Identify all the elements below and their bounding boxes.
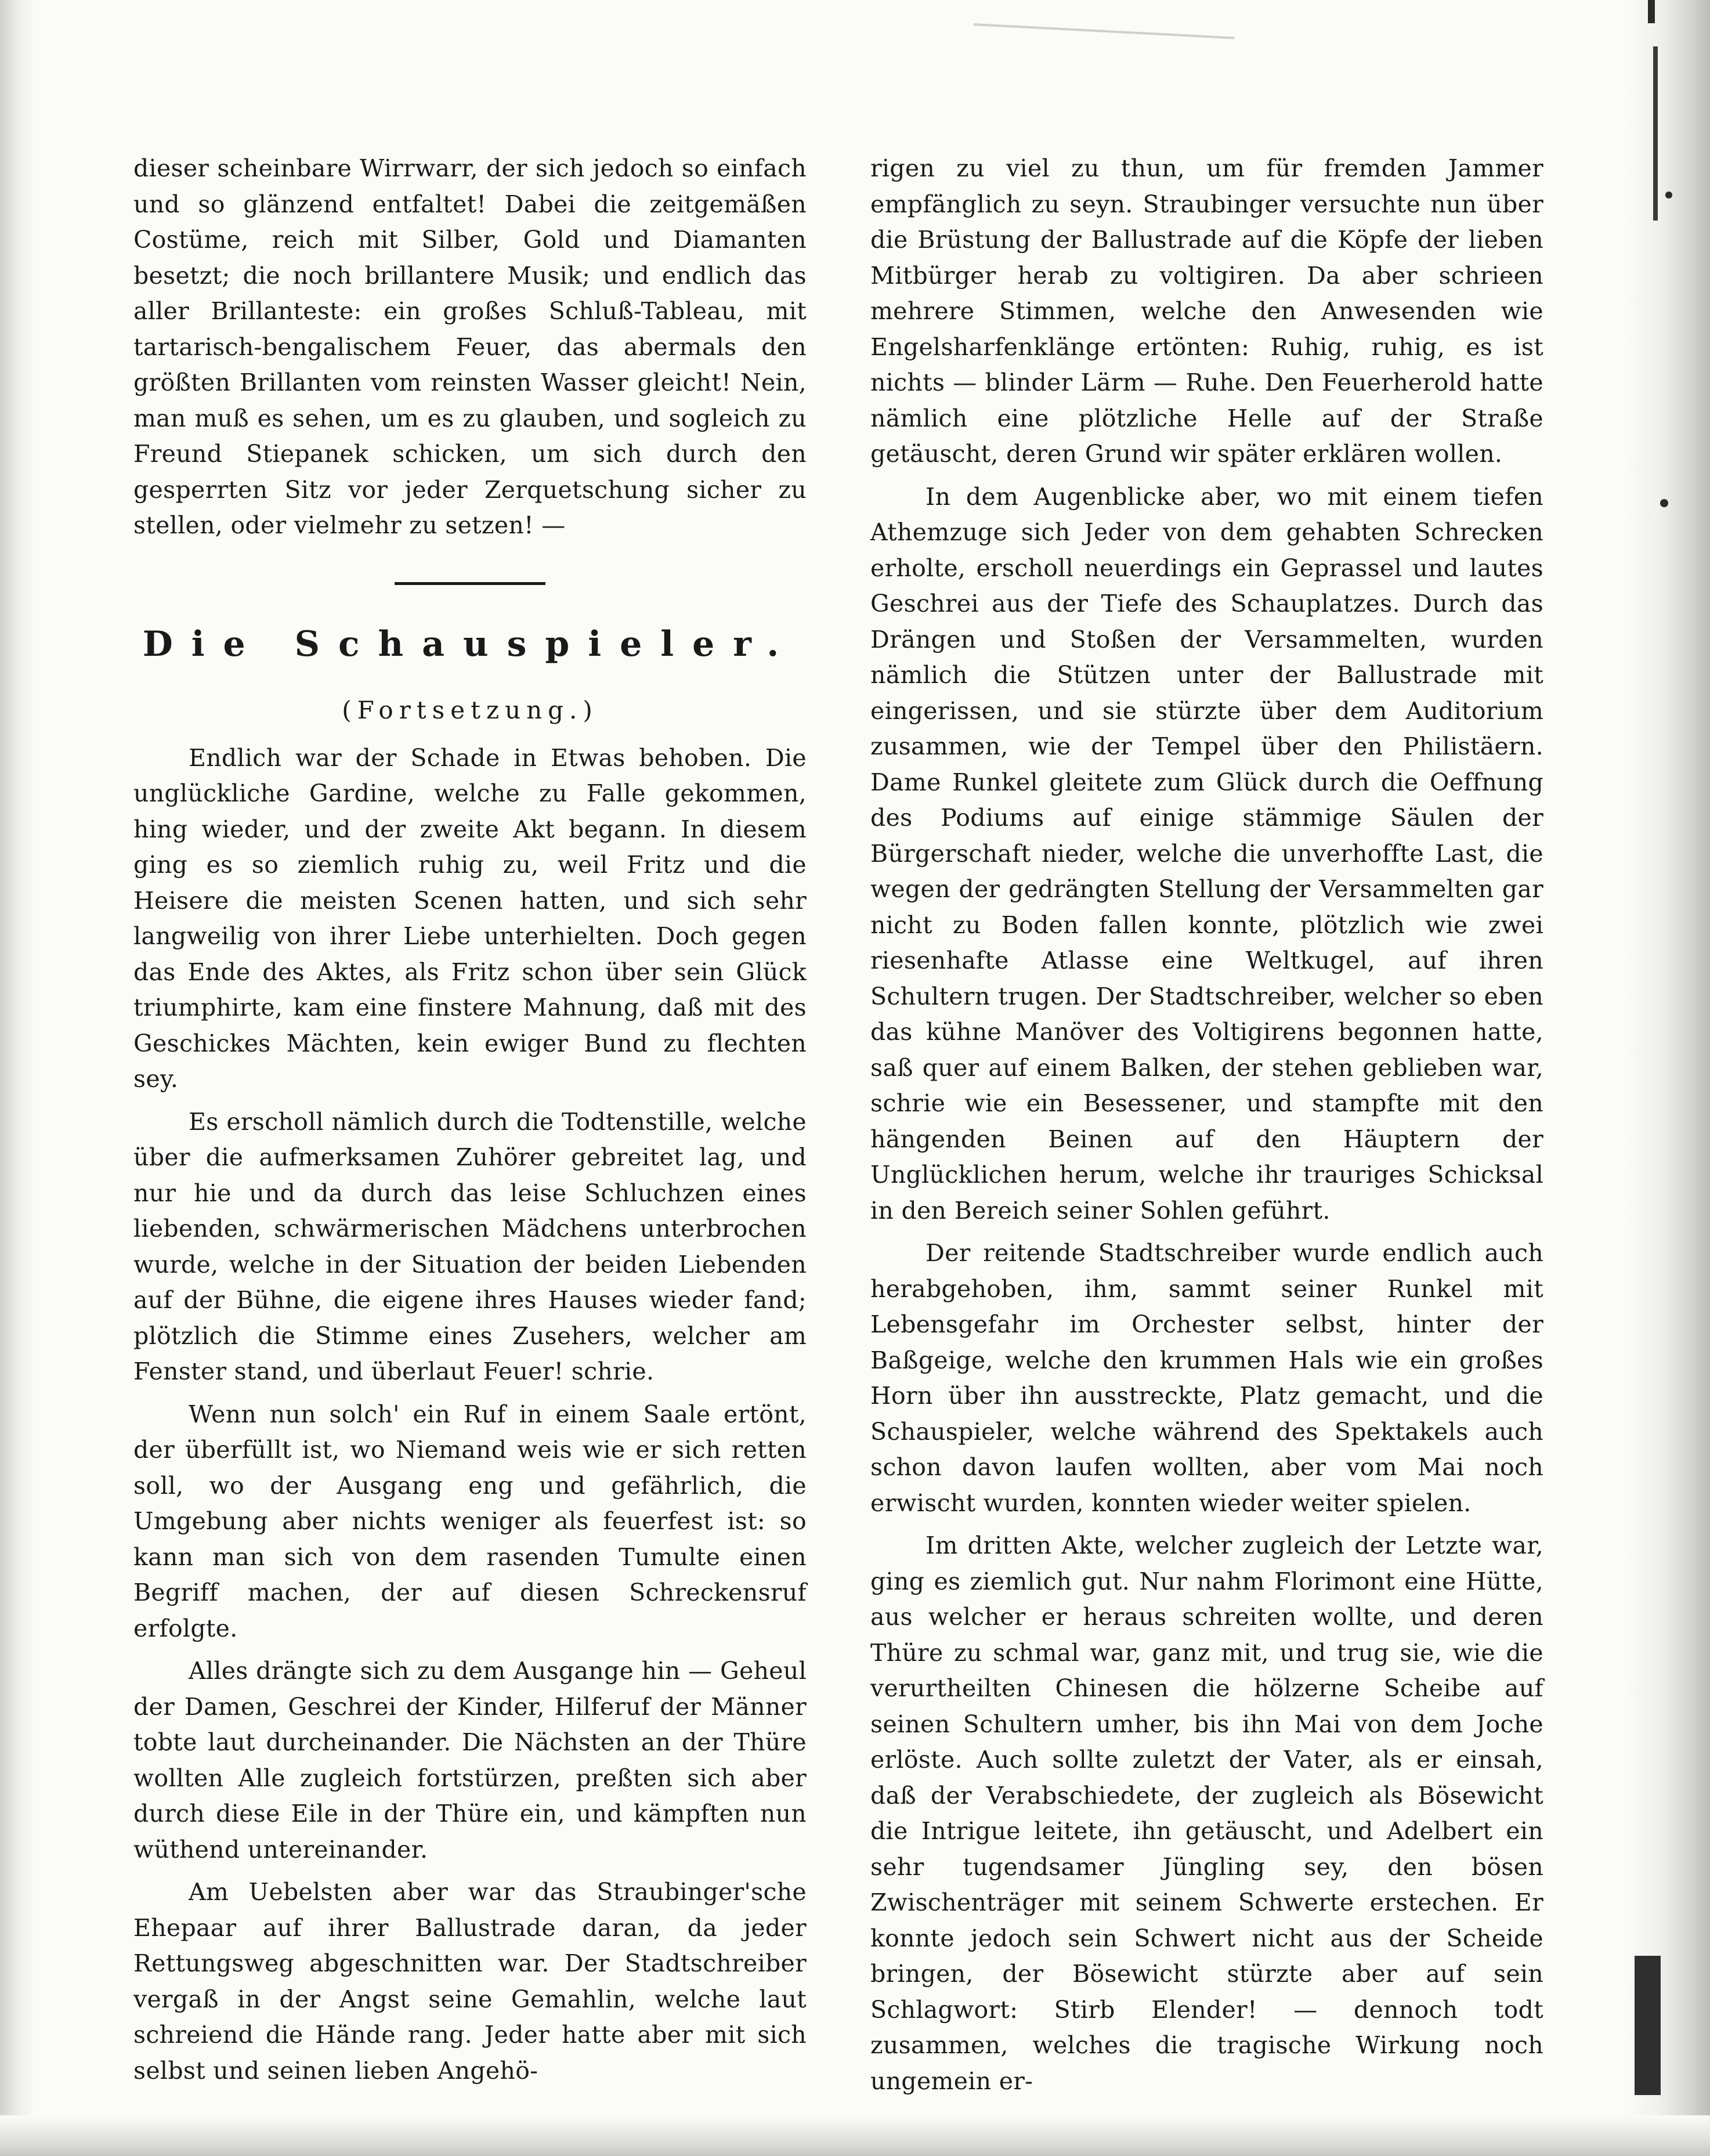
spine-mark (1660, 499, 1668, 507)
paragraph: Am Uebelsten aber war das Straubinger'sche Ehepaar auf ihrer Ballustrade daran, da jeder Rettungsweg abgeschnitten war. Der Stadtschreiber vergaß in der Angst seine Gemahlin, welche laut schreiend die Hände rang. Jeder hatte aber mit sich selbst und seinen lieben Angehö- (133, 1878, 807, 2085)
page-top-fold (974, 0, 1236, 39)
paragraph: In dem Augenblicke aber, wo mit einem tiefen Athemzuge sich Jeder von dem gehabten Schrecken erholte, erscholl neuerdings ein Geprassel und lautes Geschrei aus der Tiefe des Schauplatzes. Durch das Drängen und Stoßen der Versammelten, wurden nämlich die Stützen unter der Ballustrade mit eingerissen, und sie stürzte über dem Auditorium zusammen, wie der Tempel über den Philistäern. Dame Runkel gleitete zum Glück durch die Oeffnung des Podiums auf einige stämmige Säulen der Bürgerschaft nieder, welche die unverhoffte Last, die wegen der gedrängten Stellung der Versammelten gar nicht zu Boden fallen konnte, plötzlich wie zwei riesenhafte Atlasse eine Weltkugel, auf ihren Schultern trugen. Der Stadtschreiber, welcher so eben das kühne Manöver des Voltigirens begonnen hatte, saß quer auf einem Balken, der stehen geblieben war, schrie wie ein Besessener, und stampfte mit den hängenden Beinen auf den Häuptern der Unglücklichen herum, welche ihr trauriges Schicksal in den Bereich seiner Sohlen geführt. (870, 482, 1543, 1225)
paragraph: rigen zu viel zu thun, um für fremden Jammer empfänglich zu seyn. Straubinger versuchte nun über die Brüstung der Ballustrade auf die Köpfe der lieben Mitbürger herab zu voltigiren. Da aber schrieen mehrere Stimmen, welche den Anwesenden wie Engelsharfenklänge ertönten: Ruhig, ruhig, es ist nichts — blinder Lärm — Ruhe. Den Feuerherold hatte nämlich eine plötzliche Helle auf der Straße getäuscht, deren Grund wir später erklären wollen. (870, 154, 1543, 468)
paragraph: Im dritten Akte, welcher zugleich der Letzte war, ging es ziemlich gut. Nur nahm Florimont eine Hütte, aus welcher er heraus schreiten wollte, und deren Thüre zu schmal war, ganz mit, und trug sie, wie die verurtheilten Chinesen die hölzerne Scheibe auf seinen Schultern umher, bis ihn Mai von dem Joche erlöste. Auch sollte zuletzt der Vater, als er einsah, daß der Verabschiedete, der zugleich als Bösewicht die Intrigue leitete, ihn getäuscht, und Adelbert ein sehr tugendsamer Jüngling sey, den bösen Zwischenträger mit seinem Schwerte erstechen. Er konnte jedoch sein Schwert nicht aus der Scheide bringen, der Bösewicht stürzte aber auf sein Schlagwort: Stirb Elender! — dennoch todt zusammen, welches die tragische Wirkung noch ungemein er- (870, 1532, 1543, 2095)
page-left-edge-shadow (0, 0, 35, 2156)
right-text-column (870, 151, 1543, 2099)
section-title: Die Schauspieler. (142, 623, 798, 665)
section-divider (395, 582, 545, 585)
page-bottom-edge-shadow (0, 2115, 1710, 2156)
paragraph: Alles drängte sich zu dem Ausgange hin — Geheul der Damen, Geschrei der Kinder, Hilferuf der Männer tobte laut durcheinander. Die Nächsten an der Thüre wollten Alle zugleich fortstürzen, preßten sich aber durch diese Eile in der Thüre ein, und kämpften nun wüthend untereinander. (133, 1657, 807, 1864)
paragraph: Es erscholl nämlich durch die Todtenstille, welche über die aufmerksamen Zuhörer gebreitet lag, und nur hie und da durch das leise Schluchzen eines liebenden, schwärmerischen Mädchens unterbrochen wurde, welche in der Situation der beiden Liebenden auf der Bühne, die eigene ihres Hauses wieder fand; plötzlich die Stimme eines Zusehers, welcher am Fenster stand, und überlaut Feuer! schrie. (133, 1107, 807, 1385)
paragraph: Der reitende Stadtschreiber wurde endlich auch herabgehoben, ihm, sammt seiner Runkel mit Lebensgefahr im Orchester selbst, hinter der Baßgeige, welche den krummen Hals wie ein großes Horn über ihn ausstreckte, Platz gemacht, und die Schauspieler, welche während des Spektakels auch schon davon laufen wollten, aber vom Mai noch erwischt wurden, konnten wieder weiter spielen. (870, 1239, 1543, 1517)
paragraph: Endlich war der Schade in Etwas behoben. Die unglückliche Gardine, welche zu Falle gekommen, hing wieder, und der zweite Akt begann. In diesem ging es so ziemlich ruhig zu, weil Fritz und die Heisere die meisten Scenen hatten, und sich sehr langweilig von ihrer Liebe unterhielten. Doch gegen das Ende des Aktes, als Fritz schon über sein Glück triumphirte, kam eine finstere Mahnung, daß mit des Geschickes Mächten, kein ewiger Bund zu flechten sey. (133, 743, 807, 1093)
book-spine-shadow (1623, 0, 1710, 2156)
spine-mark (1635, 1956, 1661, 2095)
spine-mark (1665, 192, 1672, 198)
paragraph: dieser scheinbare Wirrwarr, der sich jedoch so einfach und so glänzend entfaltet! Dabei die zeitgemäßen Costüme, reich mit Silber, Gold und Diamanten besetzt; die noch brillantere Musik; und endlich das aller Brillanteste: ein großes Schluß-Tableau, mit tartarisch-bengalischem Feuer, das abermals den größten Brillanten vom reinsten Wasser gleicht! Nein, man muß es sehen, um es zu glauben, und sogleich zu Freund Stiepanek schicken, um sich durch den gesperrten Sitz vor jeder Zerquetschung sicher zu stellen, oder vielmehr zu setzen! — (133, 154, 807, 539)
section-subtitle: (Fortsetzung.) (342, 695, 598, 724)
left-text-column (133, 151, 807, 2089)
paragraph: Wenn nun solch' ein Ruf in einem Saale ertönt, der überfüllt ist, wo Niemand weis wie er sich retten soll, wo der Ausgang eng und gefährlich, die Umgebung aber nichts weniger als feuerfest ist: so kann man sich von dem rasenden Tumulte einen Begriff machen, der auf diesen Schreckensruf erfolgte. (133, 1400, 807, 1642)
spine-mark (1653, 46, 1658, 221)
spine-mark (1648, 0, 1655, 23)
